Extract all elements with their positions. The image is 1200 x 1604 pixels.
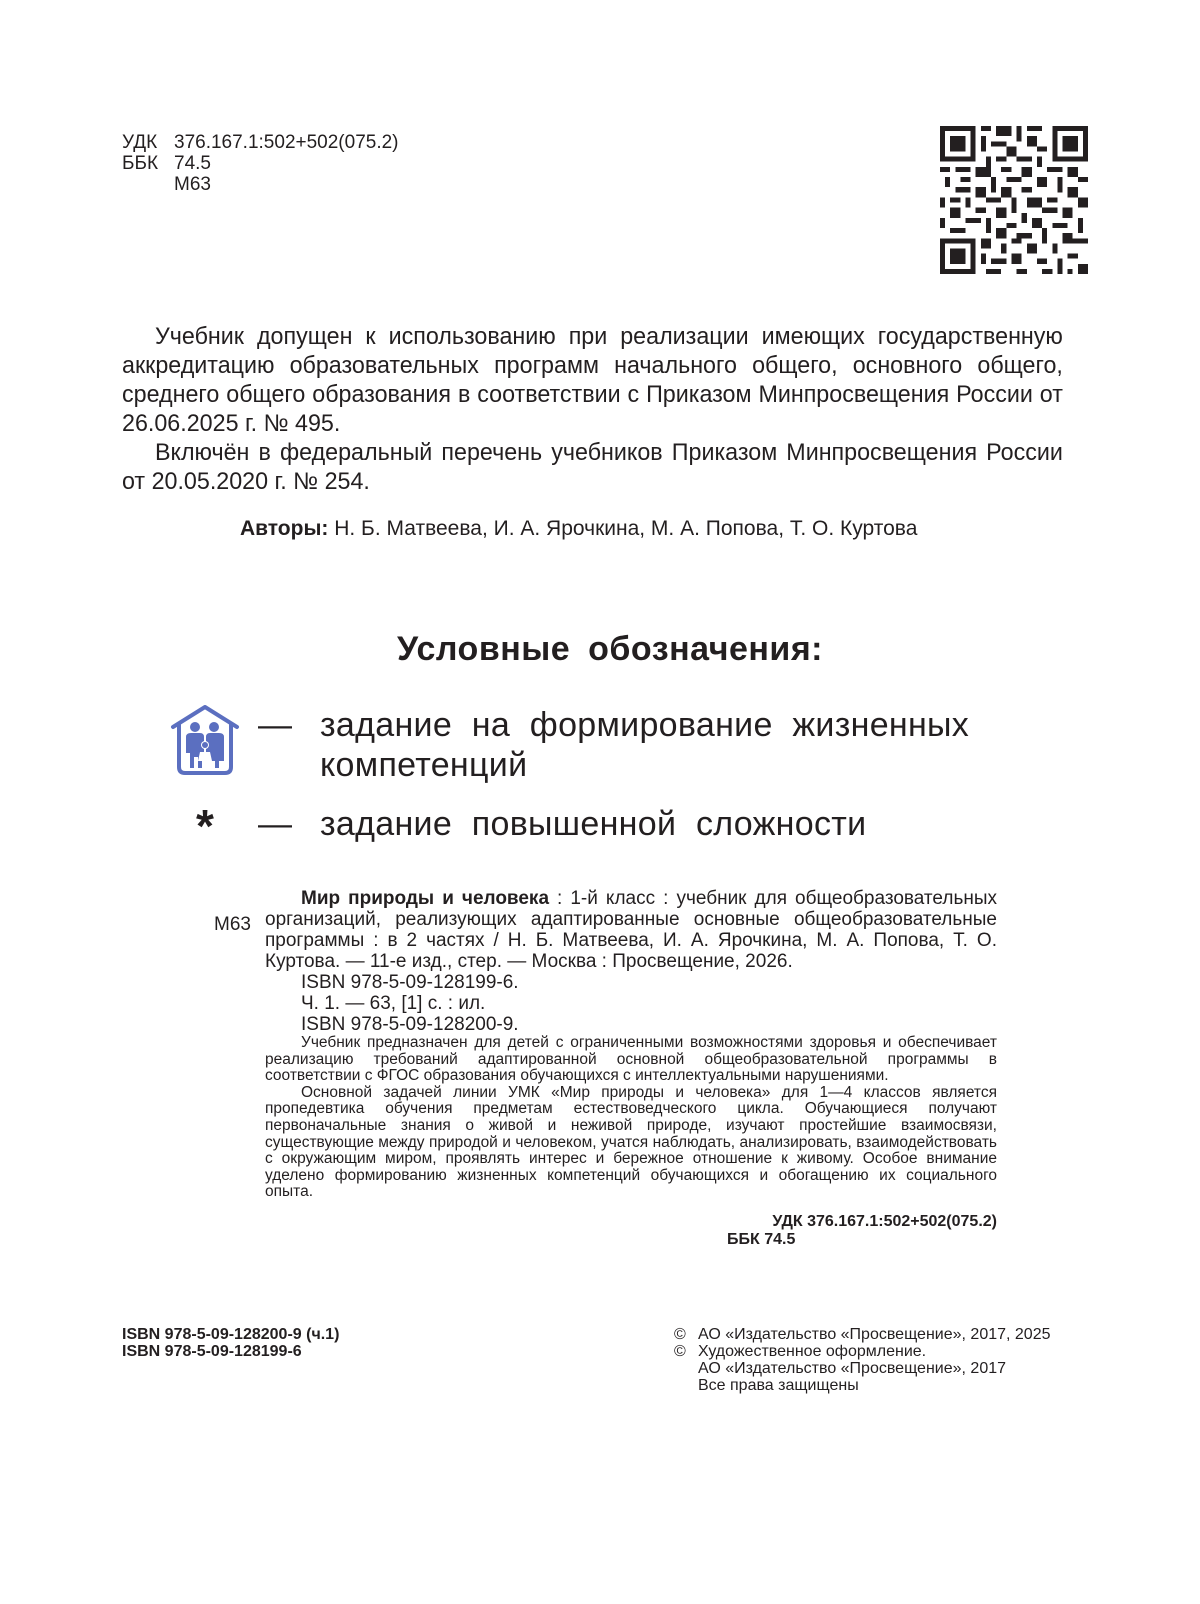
copyright-design: Художественное оформление. xyxy=(698,1343,927,1360)
isbn-full-set: ISBN 978-5-09-128199-6 xyxy=(122,1343,302,1360)
book-title: Мир природы и человека xyxy=(301,888,550,909)
legend-item-advanced-task xyxy=(160,800,1080,852)
bbk-value: 74.5 xyxy=(174,153,211,174)
part-info: Ч. 1. — 63, [1] с. : ил. xyxy=(301,993,486,1014)
authors-label: Авторы: xyxy=(240,517,329,540)
copyright-icon: © xyxy=(674,1343,686,1360)
rights-reserved: Все права защищены xyxy=(698,1377,859,1394)
legend-title: Условные обозначения: xyxy=(396,630,823,668)
book-description: : 1-й класс : учебник для общеобразовательных организаций, реализующих адаптированные основные общеобразовательные программы : в 2 частях / Н. Б. Матвеева, И. А. Ярочкина, М. А. Попова, Т. О. Куртова. — 11-е изд., стер. — Москва : Просвещение, 2026. xyxy=(265,888,997,972)
udk-label: УДК xyxy=(122,132,158,153)
copyright-icon: © xyxy=(674,1326,686,1343)
footer-isbns xyxy=(122,1326,339,1360)
annotation xyxy=(265,1035,997,1201)
catalog-code: М63 xyxy=(214,914,251,935)
approval-paragraph: Учебник допущен к использованию при реализации имеющих государственную аккредитацию образовательных программ начального общего, основного общего, среднего общего образования в соответствии с Приказом Минпросвещения России от 26.06.2025 г. № 495. xyxy=(122,323,1063,437)
approval-text xyxy=(122,322,1063,496)
legend-item-life-competence xyxy=(160,705,1080,785)
isbn-part1: ISBN 978-5-09-128200-9 (ч.1) xyxy=(122,1326,340,1343)
authors-line xyxy=(240,516,917,542)
catalog-card xyxy=(265,888,997,1249)
legend-dash: — xyxy=(258,805,292,843)
legend-dash: — xyxy=(258,706,292,744)
federal-list-paragraph: Включён в федеральный перечень учебников Приказом Минпросвещения России от 20.05.2020 г. № 254. xyxy=(122,439,1063,495)
authors-names: Н. Б. Матвеева, И. А. Ярочкина, М. А. Попова, Т. О. Куртова xyxy=(328,517,918,540)
card-udk: УДК 376.167.1:502+502(075.2) xyxy=(772,1212,997,1230)
family-house-icon xyxy=(160,705,250,775)
bbk-label: ББК xyxy=(122,153,159,174)
legend-text: задание повышенной сложности xyxy=(320,805,867,843)
classification-codes xyxy=(122,132,399,195)
udk-value: 376.167.1:502+502(075.2) xyxy=(174,132,399,153)
legend-text: задание на формирование жизненных компетенций xyxy=(320,706,970,784)
bibliographic-description xyxy=(265,888,997,972)
copyright-publisher: АО «Издательство «Просвещение», 2017, 2025 xyxy=(698,1326,1051,1343)
author-mark: М63 xyxy=(174,174,211,195)
card-classification xyxy=(265,1213,997,1249)
qr-code-icon[interactable] xyxy=(940,126,1088,274)
isbn-part: ISBN 978-5-09-128200-9. xyxy=(301,1014,519,1035)
card-bbk: ББК 74.5 xyxy=(727,1230,796,1248)
annotation-paragraph: Учебник предназначен для детей с ограниченными возможностями здоровья и обеспечивает реализацию требований адаптированной основной общеобразовательной программы в соответствии с ФГОС образования обучающихся с интеллектуальными нарушениями. xyxy=(265,1034,997,1085)
isbn-set: ISBN 978-5-09-128199-6. xyxy=(301,972,519,993)
copyright-block xyxy=(674,1326,1051,1394)
copyright-design-publisher: АО «Издательство «Просвещение», 2017 xyxy=(698,1360,1007,1377)
asterisk-icon: * xyxy=(196,800,214,852)
annotation-paragraph: Основной задачей линии УМК «Мир природы и человека» для 1—4 классов является пропедевтика обучения предметам естествоведческого цикла. Обучающиеся получают первоначальные знания о живой и неживой природе, изучают простейшие взаимосвязи, существующие между природой и человеком, учатся наблюдать, анализировать, взаимодействовать с окружающим миром, проявлять интерес и бережное отношение к живому. Особое внимание уделено формированию жизненных компетенций обучающихся и обогащению их социального опыта. xyxy=(265,1083,997,1201)
